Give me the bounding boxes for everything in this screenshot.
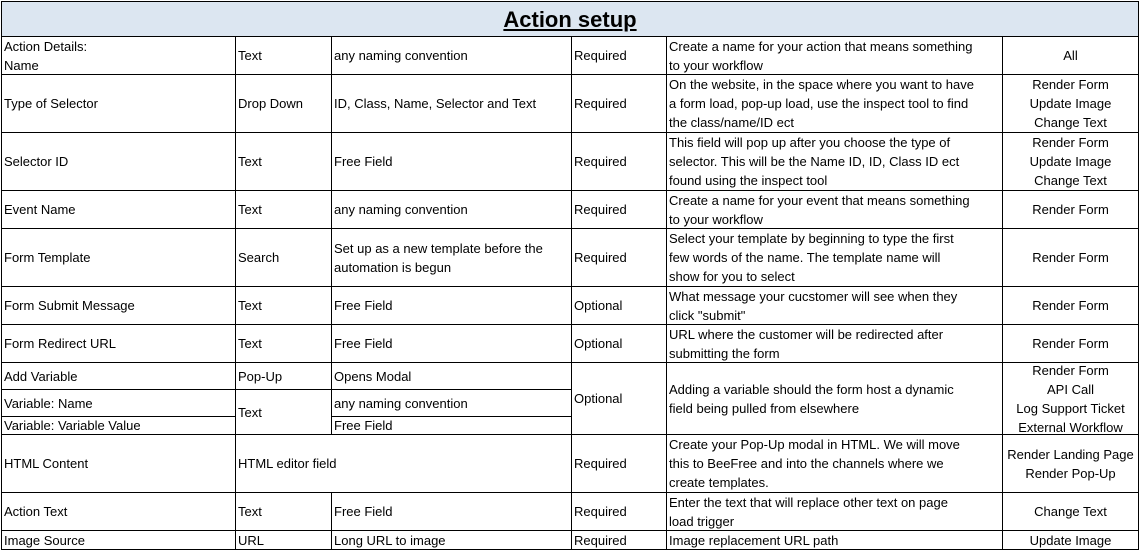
cell-field: Variable: Variable Value — [1, 416, 236, 435]
cell-used-in: Render Form — [1003, 191, 1139, 229]
cell-field: Add Variable — [1, 363, 236, 390]
cell-used-in: Render Form Update Image Change Text — [1003, 133, 1139, 191]
cell-description: URL where the customer will be redirected after submitting the form — [667, 325, 1003, 363]
cell-field: HTML Content — [1, 435, 236, 493]
cell-options: any naming convention — [332, 191, 572, 229]
cell-type: Text — [236, 390, 332, 435]
cell-description: Select your template by beginning to type the first few words of the name. The template name will show for you to select — [667, 229, 1003, 287]
cell-required: Required — [572, 133, 667, 191]
cell-field: Form Submit Message — [1, 287, 236, 325]
cell-used-in: Render Form — [1003, 229, 1139, 287]
action-setup-sheet — [1, 1, 1140, 550]
cell-description: Create a name for your event that means something to your workflow — [667, 191, 1003, 229]
cell-description: Create your Pop-Up modal in HTML. We will move this to BeeFree and into the channels where we create templates. — [667, 435, 1003, 493]
cell-field: Selector ID — [1, 133, 236, 191]
cell-type: Text — [236, 37, 332, 75]
cell-type: Text — [236, 325, 332, 363]
cell-description: This field will pop up after you choose the type of selector. This will be the Name ID, ID, Class ID ect found using the inspect tool — [667, 133, 1003, 191]
cell-type: Text — [236, 133, 332, 191]
cell-required: Required — [572, 531, 667, 550]
cell-required: Required — [572, 229, 667, 287]
cell-required: Required — [572, 75, 667, 133]
cell-used-in: Render Landing Page Render Pop-Up — [1003, 435, 1139, 493]
cell-description: What message your cucstomer will see when they click "submit" — [667, 287, 1003, 325]
cell-required: Required — [572, 37, 667, 75]
cell-type: HTML editor field — [236, 435, 572, 493]
cell-description: Image replacement URL path — [667, 531, 1003, 550]
cell-type: URL — [236, 531, 332, 550]
cell-used-in: Render Form — [1003, 325, 1139, 363]
cell-options: Free Field — [332, 493, 572, 531]
cell-options: Long URL to image — [332, 531, 572, 550]
cell-description: On the website, in the space where you want to have a form load, pop-up load, use the inspect tool to find the class/name/ID ect — [667, 75, 1003, 133]
cell-required: Required — [572, 435, 667, 493]
cell-type: Text — [236, 493, 332, 531]
cell-used-in: Render Form API Call Log Support Ticket External Workflow — [1003, 363, 1139, 435]
cell-description: Adding a variable should the form host a dynamic field being pulled from elsewhere — [667, 363, 1003, 435]
cell-required: Optional — [572, 287, 667, 325]
cell-options: Opens Modal — [332, 363, 572, 390]
cell-options: any naming convention — [332, 37, 572, 75]
cell-field: Image Source — [1, 531, 236, 550]
cell-type: Search — [236, 229, 332, 287]
cell-description: Enter the text that will replace other text on page load trigger — [667, 493, 1003, 531]
cell-options: Free Field — [332, 133, 572, 191]
sheet-title: Action setup — [503, 7, 637, 32]
cell-field: Variable: Name — [1, 390, 236, 416]
cell-options: Free Field — [332, 416, 572, 435]
cell-options: Free Field — [332, 325, 572, 363]
cell-options: any naming convention — [332, 390, 572, 416]
cell-type: Text — [236, 287, 332, 325]
cell-used-in: Render Form Update Image Change Text — [1003, 75, 1139, 133]
cell-field: Action Text — [1, 493, 236, 531]
cell-field: Event Name — [1, 191, 236, 229]
cell-type: Text — [236, 191, 332, 229]
cell-required: Optional — [572, 325, 667, 363]
cell-type: Drop Down — [236, 75, 332, 133]
sheet-title-banner — [1, 1, 1139, 37]
cell-required: Required — [572, 191, 667, 229]
cell-used-in: Update Image — [1003, 531, 1139, 550]
cell-required: Required — [572, 493, 667, 531]
cell-used-in: Change Text — [1003, 493, 1139, 531]
cell-type: Pop-Up — [236, 363, 332, 390]
cell-required: Optional — [572, 363, 667, 435]
cell-field: Type of Selector — [1, 75, 236, 133]
cell-field: Form Template — [1, 229, 236, 287]
cell-options: ID, Class, Name, Selector and Text — [332, 75, 572, 133]
cell-field: Action Details: Name — [1, 37, 236, 75]
cell-options: Set up as a new template before the automation is begun — [332, 229, 572, 287]
cell-description: Create a name for your action that means something to your workflow — [667, 37, 1003, 75]
cell-used-in: All — [1003, 37, 1139, 75]
cell-used-in: Render Form — [1003, 287, 1139, 325]
cell-field: Form Redirect URL — [1, 325, 236, 363]
cell-options: Free Field — [332, 287, 572, 325]
